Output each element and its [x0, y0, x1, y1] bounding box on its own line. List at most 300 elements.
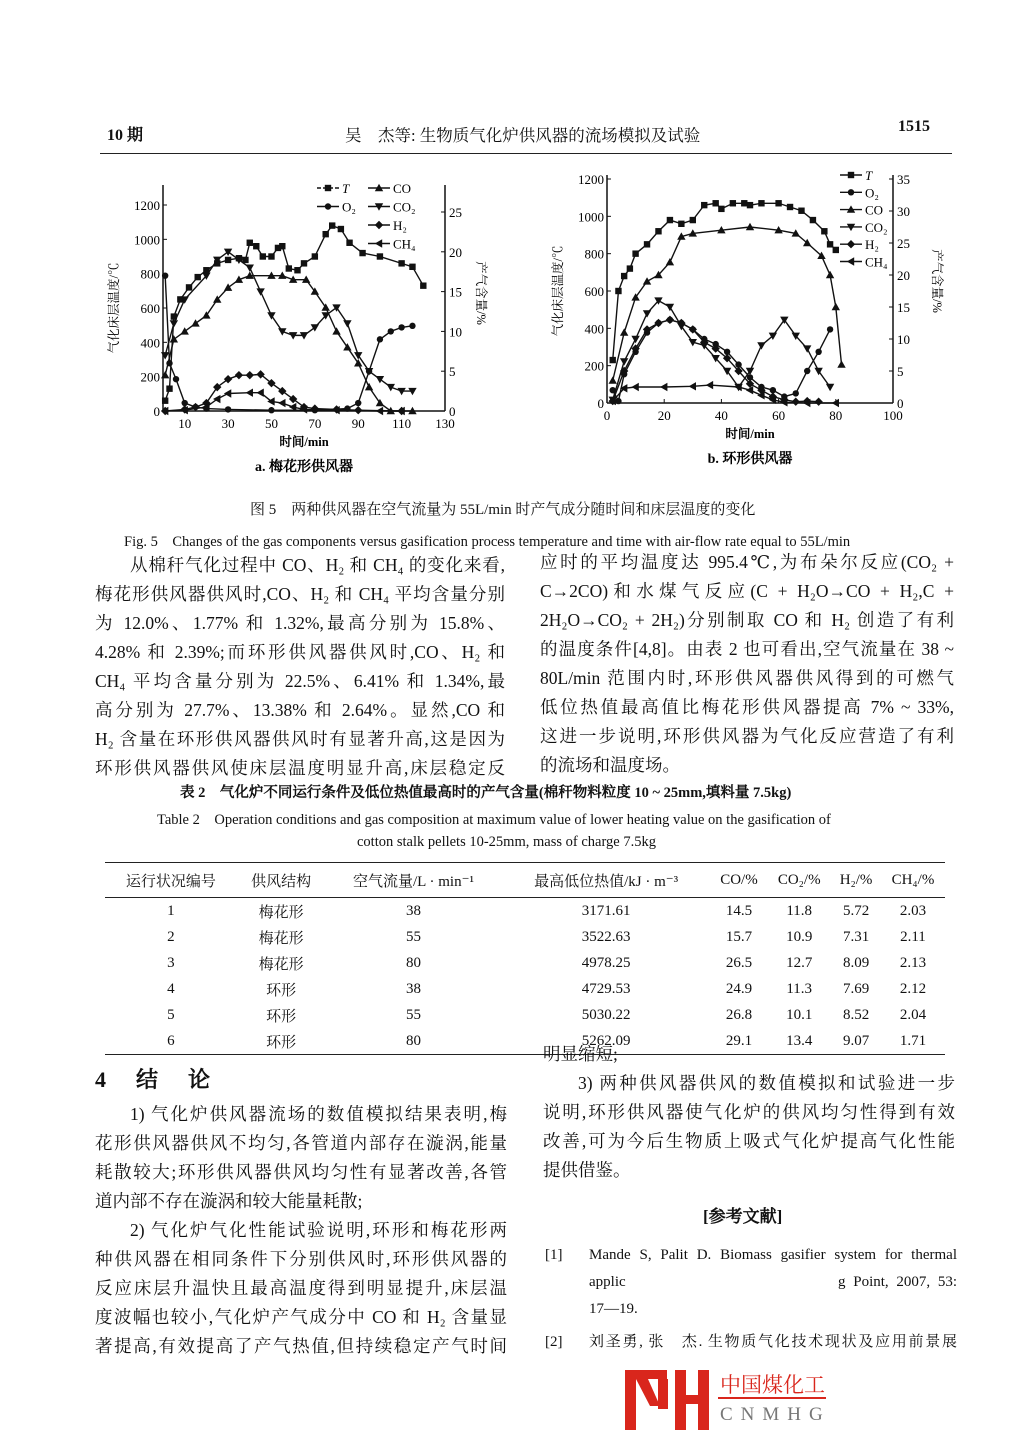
y-tick-label: 400: [140, 335, 160, 351]
text-line: 度波幅也较小,气化炉产气成分中 CO 和 H₂ 含量显: [95, 1307, 507, 1327]
table-cell: 29.1: [725, 1032, 753, 1049]
watermark-logo: [620, 1368, 835, 1430]
table-cell: 55: [406, 1006, 422, 1023]
table-cell: 环形: [266, 1034, 297, 1051]
table-row: [105, 950, 945, 976]
text-line: 反应床层升温快且最高温度得到明显提升,床层温: [95, 1278, 507, 1298]
y-tick-label: 1000: [578, 209, 604, 225]
watermark-cn: 中国煤化工: [720, 1373, 825, 1397]
data-point: [666, 258, 674, 265]
table-cell: 24.9: [725, 980, 753, 997]
data-point: [375, 221, 383, 229]
table-cell: 26.8: [725, 1006, 753, 1023]
legend-label: CO: [865, 202, 884, 218]
x-tick-label: 0: [603, 408, 611, 423]
data-point: [166, 385, 172, 391]
data-point: [325, 203, 331, 209]
data-point: [180, 327, 188, 334]
data-point: [666, 304, 674, 311]
y-tick-label: 800: [140, 266, 160, 282]
data-point: [814, 398, 822, 406]
table-cell: 7.69: [842, 980, 870, 997]
y2-tick-label: 30: [897, 204, 910, 219]
text-line: 从棉秆气化过程中 CO、H₂ 和 CH₄ 的变化来看,: [130, 555, 505, 575]
legend-entry: [840, 220, 888, 235]
data-point: [798, 208, 804, 214]
data-point: [632, 250, 638, 256]
data-point: [610, 357, 616, 363]
data-point: [338, 226, 344, 232]
table-cell: 5030.22: [581, 1006, 631, 1023]
series-circle: [162, 272, 416, 413]
data-point: [286, 265, 292, 271]
text-line: 这进一步说明,环形供风器为气化反应营造了有利: [540, 726, 954, 746]
data-point: [260, 253, 266, 259]
table-cell: 8.52: [842, 1006, 870, 1023]
y-axis-title: 气化床层温度/℃: [551, 245, 565, 337]
data-point: [775, 200, 781, 206]
x-tick-label: 100: [883, 408, 903, 423]
table-cell: 80: [406, 954, 422, 971]
y2-tick-label: 20: [449, 244, 462, 260]
watermark-en: CNMHG: [720, 1404, 831, 1425]
y2-axis-title: 产气含量/%: [474, 261, 488, 325]
data-point: [268, 407, 274, 413]
column-header: CO₂/%: [767, 863, 831, 898]
table-cell: 80: [406, 1032, 422, 1049]
table-cell: 4978.25: [581, 954, 631, 971]
data-point: [224, 283, 232, 290]
reference-text: Mande S, Palit D. Biomass gasifier system for thermal: [589, 1247, 957, 1263]
legend-entry: [368, 181, 411, 196]
series-line: [613, 385, 836, 403]
text-line: 明显缩短;: [543, 1044, 618, 1064]
data-point: [224, 249, 232, 256]
text-line: 种供风器在相同条件下分别供风时,环形供风器的: [95, 1249, 507, 1269]
table-cell: 1.71: [899, 1032, 927, 1049]
table-cell: 梅花形: [258, 930, 304, 947]
y-tick-label: 800: [584, 246, 604, 262]
table-cell: 8.09: [842, 954, 870, 971]
data-point: [161, 352, 169, 359]
text-line: C→2CO)和水煤气反应(C + H₂O→CO + H₂,C +: [540, 581, 954, 601]
text-line: 的流场和温度场。: [540, 755, 680, 775]
legend-entry: [368, 218, 407, 233]
legend-entry: [317, 181, 350, 196]
y2-axis-title: 产气含量/%: [930, 249, 944, 313]
table-row: [105, 976, 945, 1002]
data-point: [815, 349, 821, 355]
data-point: [224, 389, 231, 397]
references-heading: [参考文献]: [703, 1207, 783, 1226]
data-point: [689, 382, 696, 390]
reference-text: 刘圣勇, 张 杰. 生物质气化技术现状及应用前景展: [589, 1334, 957, 1350]
text-line: 2H₂O→CO₂ + 2H₂)分别制取 CO 和 H₂ 创造了有利: [540, 610, 954, 630]
table-cell: 10.9: [786, 928, 813, 945]
table-cell: 2.11: [900, 928, 926, 945]
data-point: [667, 217, 673, 223]
data-point: [655, 228, 661, 234]
data-point: [701, 202, 707, 208]
y-tick-label: 1200: [578, 172, 604, 187]
data-point: [195, 274, 201, 280]
data-point: [409, 264, 415, 270]
legend-entry: [840, 237, 879, 252]
x-tick-label: 130: [435, 416, 455, 431]
column-header: 最高低位热值/kJ · m⁻³: [502, 863, 711, 898]
data-point: [322, 231, 328, 237]
table-cell: 4729.53: [581, 980, 631, 997]
table-row: [105, 1002, 945, 1028]
page-number: 1515: [898, 118, 930, 135]
legend-label: CO: [393, 181, 412, 196]
reference-text: 17—19.: [589, 1301, 638, 1317]
legend-label: H₂: [393, 218, 407, 233]
legend-label: H₂: [865, 237, 879, 253]
table-cell: 梅花形: [258, 956, 304, 973]
figure-caption-en: Fig. 5 Changes of the gas components versus gasification process temperature and time with air-flow rate equal to 55L/min: [124, 534, 851, 550]
legend-label: O₂: [342, 199, 356, 215]
y-tick-label: 600: [584, 284, 604, 299]
data-point: [162, 272, 168, 278]
legend-label: CH₄: [865, 254, 888, 270]
data-point: [827, 241, 833, 247]
y-tick-label: 400: [584, 321, 604, 337]
y-tick-label: 1000: [134, 232, 160, 248]
table-cell: 2.03: [899, 902, 927, 919]
data-point: [792, 398, 800, 406]
data-point: [246, 265, 254, 272]
data-point: [161, 371, 169, 378]
data-point: [398, 324, 404, 330]
reference-number: [2]: [545, 1334, 563, 1350]
data-point: [810, 217, 816, 223]
chart-subtitle: b. 环形供风器: [707, 452, 793, 467]
column-header: CO/%: [711, 863, 768, 898]
table-row: [105, 898, 945, 925]
table-cell: 11.8: [786, 902, 813, 919]
data-point: [847, 257, 854, 265]
table-cell: 3171.61: [581, 902, 631, 919]
y2-tick-label: 10: [897, 332, 910, 347]
data-point: [690, 217, 696, 223]
data-point: [377, 336, 383, 342]
x-tick-label: 110: [392, 416, 412, 431]
data-point: [718, 206, 724, 212]
table-title-en-1: Table 2 Operation conditions and gas composition at maximum value of lower heating value on the gasification of: [157, 812, 831, 828]
x-tick-label: 10: [178, 416, 192, 431]
data-point: [246, 388, 253, 396]
data-point: [758, 200, 764, 206]
y2-tick-label: 35: [897, 172, 910, 187]
data-point: [848, 172, 854, 178]
y2-tick-label: 20: [897, 268, 910, 283]
y-tick-label: 600: [140, 301, 160, 316]
section-heading-conclusion: 4 结 论: [95, 1067, 215, 1092]
x-axis-title: 时间/min: [279, 435, 329, 449]
column-header: 运行状况编号: [105, 863, 237, 898]
data-point: [826, 384, 834, 391]
text-line: 2) 气化炉气化性能试验说明,环形和梅花形两: [130, 1220, 507, 1240]
data-point: [787, 204, 793, 210]
text-line: 应时的平均温度达 995.4℃,为布朵尔反应(CO₂ +: [540, 552, 954, 572]
data-point: [746, 223, 754, 230]
legend-label: CH₄: [393, 236, 416, 252]
data-point: [346, 240, 352, 246]
data-point: [420, 282, 426, 288]
body-right-column: [540, 548, 954, 780]
table-cell: 5.72: [842, 902, 870, 919]
table-row: [105, 924, 945, 950]
legend-entry: [317, 200, 356, 215]
table-title-en-2: cotton stalk pellets 10-25mm, mass of charge 7.5kg: [357, 834, 656, 850]
chart-subtitle: a. 梅花形供风器: [255, 460, 353, 475]
text-line: 为 12.0%、1.77% 和 1.32%,最高分别为 15.8%、: [95, 613, 505, 633]
y2-tick-label: 25: [897, 236, 910, 251]
table-cell: 55: [406, 928, 422, 945]
data-point: [332, 327, 340, 334]
data-point: [191, 319, 199, 326]
x-axis-title: 时间/min: [725, 427, 775, 441]
data-point: [375, 239, 382, 247]
cnmhg-logo-icon: [620, 1368, 835, 1430]
text-line: 道内部不存在漩涡和较大能量耗散;: [95, 1191, 363, 1211]
data-point: [162, 398, 168, 404]
data-point: [821, 228, 827, 234]
data-point: [398, 260, 404, 266]
data-point: [615, 288, 621, 294]
column-header: 供风结构: [237, 863, 326, 898]
data-point: [225, 257, 231, 263]
data-point: [644, 241, 650, 247]
series-line: [165, 276, 412, 411]
data-point: [621, 273, 627, 279]
data-point: [827, 326, 833, 332]
data-point: [666, 316, 674, 324]
data-point: [388, 328, 394, 334]
data-point: [170, 320, 178, 327]
data-point: [359, 250, 365, 256]
x-tick-label: 70: [308, 416, 322, 431]
column-header: CH₄/%: [881, 863, 945, 898]
text-line: 高分别为 27.7%、13.38% 和 2.64%。显然,CO 和: [95, 700, 505, 720]
data-point: [833, 247, 839, 253]
y2-tick-label: 25: [449, 205, 462, 221]
table-cell: 2.13: [899, 954, 927, 971]
text-line: 提供借鉴。: [543, 1160, 631, 1180]
table-cell: 2.04: [899, 1006, 927, 1023]
x-tick-label: 90: [351, 416, 365, 431]
table-cell: 11.3: [786, 980, 813, 997]
data-point: [837, 360, 845, 367]
y2-tick-label: 15: [897, 300, 910, 315]
y-tick-label: 200: [140, 369, 160, 385]
figure-caption-cn: 图 5 两种供风器在空气流量为 55L/min 时产气成分随时间和床层温度的变化: [250, 502, 756, 518]
table-cell: 环形: [266, 982, 297, 999]
table-title-cn: 表 2 气化炉不同运行条件及低位热值最高时的产气含量(棉秆物料粒度 10 ~ 25mm,填料量 7.5kg): [180, 785, 792, 801]
table-operation-conditions: [105, 862, 945, 1055]
data-point: [376, 407, 383, 415]
text-line: 环形供风器供风使床层温度明显升高,床层稳定反: [95, 758, 505, 778]
data-point: [712, 200, 718, 206]
table-cell: 5262.09: [581, 1032, 631, 1049]
y2-tick-label: 15: [449, 284, 462, 300]
body-left-column: [95, 551, 505, 783]
data-point: [278, 399, 285, 407]
y-tick-label: 0: [597, 396, 604, 411]
data-point: [848, 189, 854, 195]
table-cell: 12.7: [786, 954, 813, 971]
issue-number: 10 期: [107, 127, 144, 144]
data-point: [643, 277, 651, 284]
data-point: [253, 243, 259, 249]
y2-tick-label: 10: [449, 324, 462, 340]
table-cell: 梅花形: [258, 904, 304, 921]
data-point: [325, 185, 331, 191]
x-tick-label: 20: [657, 408, 671, 423]
text-line: 1) 气化炉供风器流场的数值模拟结果表明,梅: [130, 1104, 507, 1124]
x-tick-label: 80: [829, 408, 843, 423]
y2-tick-label: 0: [897, 396, 904, 411]
reference-item: [545, 1329, 957, 1356]
text-line: 著提高,有效提高了产气热值,但持续稳定产气时间: [95, 1336, 507, 1356]
y2-tick-label: 5: [897, 364, 904, 379]
table-header-row: [105, 863, 945, 898]
text-line: H₂ 含量在环形供风器供风时有显著升高,这是因为: [95, 729, 505, 749]
legend-label: CO₂: [393, 199, 416, 215]
data-point: [268, 253, 274, 259]
data-point: [660, 383, 667, 391]
table-cell: 26.5: [725, 954, 753, 971]
data-point: [643, 310, 651, 317]
data-point: [365, 383, 373, 390]
table-cell: 6: [167, 1032, 175, 1049]
text-line: 花形供风器供风不均匀,各管道内部存在漩涡,能量: [95, 1133, 507, 1153]
data-point: [706, 381, 713, 389]
y-tick-label: 0: [153, 404, 160, 419]
data-point: [343, 320, 351, 327]
text-line: 梅花形供风器供风时,CO、H₂ 和 CH₄ 平均含量分别: [95, 584, 505, 604]
legend-label: T: [342, 181, 350, 196]
series-line: [165, 276, 412, 411]
data-point: [294, 267, 300, 273]
x-tick-label: 30: [221, 416, 235, 431]
references-list: [545, 1242, 957, 1362]
table-cell: 5: [167, 1006, 175, 1023]
data-point: [191, 403, 199, 411]
data-point: [678, 221, 684, 227]
series-line: [165, 226, 423, 401]
text-line: 低位热值最高值比梅花形供风器提高 7% ~ 33%,: [540, 697, 954, 717]
y-tick-label: 1200: [134, 198, 160, 213]
data-point: [757, 342, 765, 349]
conclusion-left-column: [95, 1100, 507, 1361]
legend-entry: [840, 203, 883, 218]
table-cell: 15.7: [725, 928, 753, 945]
table-cell: 4: [167, 980, 175, 997]
data-point: [832, 303, 840, 310]
data-point: [741, 200, 747, 206]
table-cell: 7.31: [842, 928, 870, 945]
legend-entry: [840, 185, 879, 200]
column-header: H₂/%: [831, 863, 881, 898]
legend-label: T: [865, 168, 873, 183]
text-line: 3) 两种供风器供风的数值模拟和试验进一步: [578, 1073, 955, 1093]
data-point: [826, 271, 834, 278]
reference-number: [1]: [545, 1247, 563, 1263]
data-point: [409, 323, 415, 329]
data-point: [173, 376, 179, 382]
y2-tick-label: 5: [449, 364, 456, 380]
x-tick-label: 40: [714, 408, 728, 423]
series-square: [162, 222, 427, 404]
data-point: [631, 336, 639, 343]
series-line: [613, 301, 830, 400]
data-point: [247, 240, 253, 246]
y2-tick-label: 0: [449, 404, 456, 419]
data-point: [609, 376, 617, 383]
x-tick-label: 60: [772, 408, 786, 423]
legend-entry: [368, 237, 416, 252]
data-point: [256, 288, 264, 295]
legend-entry: [368, 200, 416, 215]
data-point: [301, 260, 307, 266]
text-line: 4.28% 和 2.39%;而环形供风器供风时,CO、H₂ 和: [95, 642, 505, 662]
text-line: CH₄ 平均含量分别为 22.5%、6.41% 和 1.34%,最: [95, 671, 505, 691]
data-point: [631, 383, 638, 391]
table-cell: 38: [406, 980, 422, 997]
data-point: [329, 222, 335, 228]
chart-b-ring-distributor: [540, 160, 944, 480]
data-point: [279, 243, 285, 249]
data-point: [793, 390, 799, 396]
table-cell: 38: [406, 902, 422, 919]
text-line: 的温度条件[4,8]。由表 2 也可看出,空气流量在 38 ~: [540, 639, 954, 659]
table-cell: 1: [167, 902, 175, 919]
data-point: [804, 368, 810, 374]
table-cell: 14.5: [725, 902, 753, 919]
text-line: 说明,环形供风器使气化炉的供风均匀性得到有效: [543, 1102, 955, 1122]
data-point: [311, 324, 319, 331]
reference-text: applic g Point, 2007, 53:: [589, 1274, 957, 1290]
data-point: [847, 240, 855, 248]
series-circle: [610, 317, 834, 405]
series-triangle-down: [609, 297, 835, 404]
data-point: [225, 406, 231, 412]
table-cell: 3522.63: [581, 928, 631, 945]
table-cell: 10.1: [786, 1006, 813, 1023]
data-point: [730, 200, 736, 206]
x-tick-label: 50: [264, 416, 278, 431]
data-point: [235, 371, 243, 379]
table-cell: 环形: [266, 1008, 297, 1025]
table-cell: 2.12: [899, 980, 927, 997]
table-cell: 9.07: [842, 1032, 870, 1049]
text-line: 耗散较大;环形供风器供风均匀性有显著改善,各管: [95, 1162, 507, 1182]
text-line: 80L/min 范围内时,环形供风器供风得到的可燃气: [540, 668, 954, 688]
data-point: [377, 253, 383, 259]
chart-a-plum-blossom-distributor: [100, 160, 488, 480]
data-point: [747, 202, 753, 208]
table-cell: 13.4: [786, 1032, 813, 1049]
text-line: 改善,可为今后生物质上吸式气化炉提高气化性能: [543, 1131, 955, 1151]
data-point: [620, 328, 628, 335]
running-title: 吴 杰等: 生物质气化炉供风器的流场模拟及试验: [345, 126, 701, 145]
legend-entry: [840, 255, 888, 270]
data-point: [312, 253, 318, 259]
data-point: [355, 400, 361, 406]
y-tick-label: 200: [584, 358, 604, 374]
